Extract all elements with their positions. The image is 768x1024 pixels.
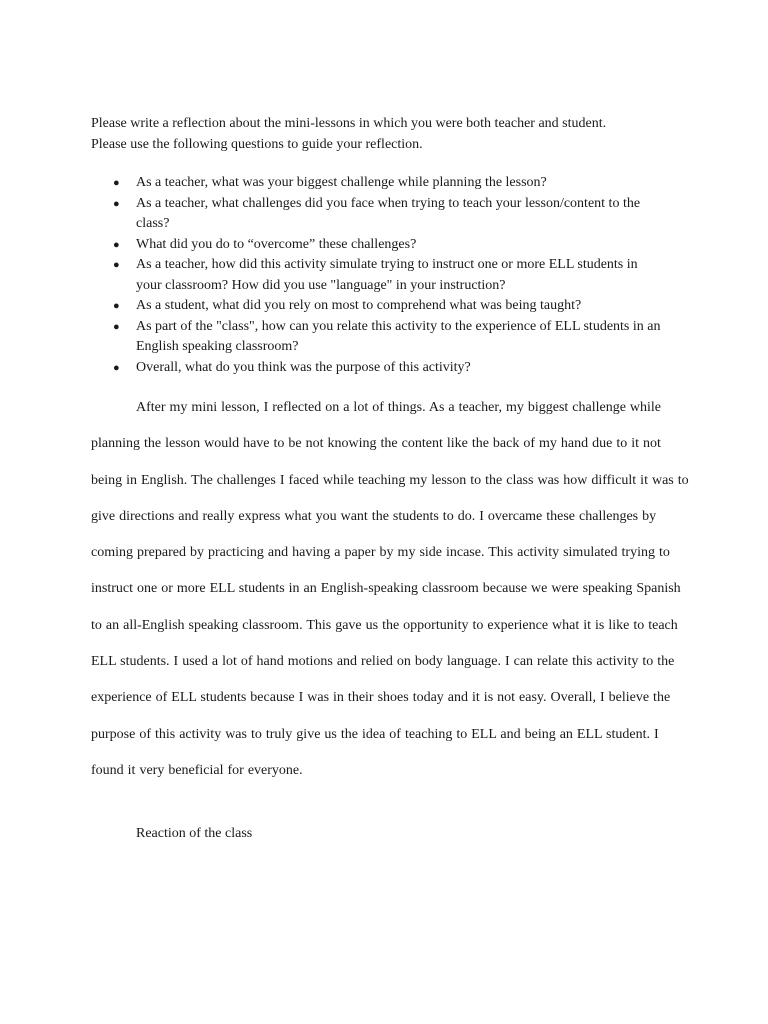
- bullet-icon: ●: [113, 259, 120, 271]
- question-text: As a teacher, what was your biggest challenge while planning the lesson?: [136, 175, 547, 190]
- reflection-questions-list: [91, 173, 691, 378]
- section-heading-reaction: Reaction of the class: [136, 826, 253, 841]
- question-text: As a teacher, what challenges did you face when trying to teach your lesson/content to the class?: [136, 195, 641, 231]
- bullet-icon: ●: [113, 197, 120, 210]
- list-item: [91, 235, 666, 256]
- bullet-icon: ●: [113, 177, 120, 189]
- instructions-line-2: Please use the following questions to guide your reflection.: [91, 137, 423, 152]
- question-text: What did you do to “overcome” these challenges?: [136, 236, 417, 252]
- question-text: As a teacher, how did this activity simulate trying to instruct one or more ELL students in your classroom? How did you use "language" in your instruction?: [136, 257, 638, 293]
- bullet-icon: ●: [113, 238, 120, 251]
- bullet-icon: ●: [113, 320, 120, 333]
- list-item: [91, 358, 666, 379]
- list-item: [91, 194, 666, 235]
- list-item: [91, 255, 666, 296]
- question-text: As a student, what did you rely on most to comprehend what was being taught?: [136, 298, 582, 313]
- question-text: As part of the "class", how can you relate this activity to the experience of ELL students in an English speaking classroom?: [136, 318, 661, 354]
- instructions-intro: [91, 113, 691, 155]
- list-item: [91, 296, 666, 317]
- bullet-icon: ●: [113, 361, 120, 374]
- list-item: [91, 317, 666, 358]
- list-item: [91, 173, 666, 194]
- question-text: Overall, what do you think was the purpose of this activity?: [136, 359, 471, 375]
- instructions-line-1: Please write a reflection about the mini-lessons in which you were both teacher and student.: [91, 116, 607, 131]
- reflection-paragraph: After my mini lesson, I reflected on a lot of things. As a teacher, my biggest challenge while planning the lesson would have to be not knowing the content like the back of my hand due to it not being in English. The challenges I faced while teaching my lesson to the class was how difficult it was to give directions and really express what you want the students to do. I overcame these challenges by coming prepared by practicing and having a paper by my side incase. This activity simulated trying to instruct one or more ELL students in an English-speaking classroom because we were speaking Spanish to an all-English speaking classroom. This gave us the opportunity to experience what it is like to teach ELL students. I used a lot of hand motions and relied on body language. I can relate this activity to the experience of ELL students because I was in their shoes today and it is not easy. Overall, I believe the purpose of this activity was to truly give us the idea of teaching to ELL and being an ELL student. I found it very beneficial for everyone.: [91, 400, 689, 778]
- bullet-icon: ●: [113, 300, 120, 312]
